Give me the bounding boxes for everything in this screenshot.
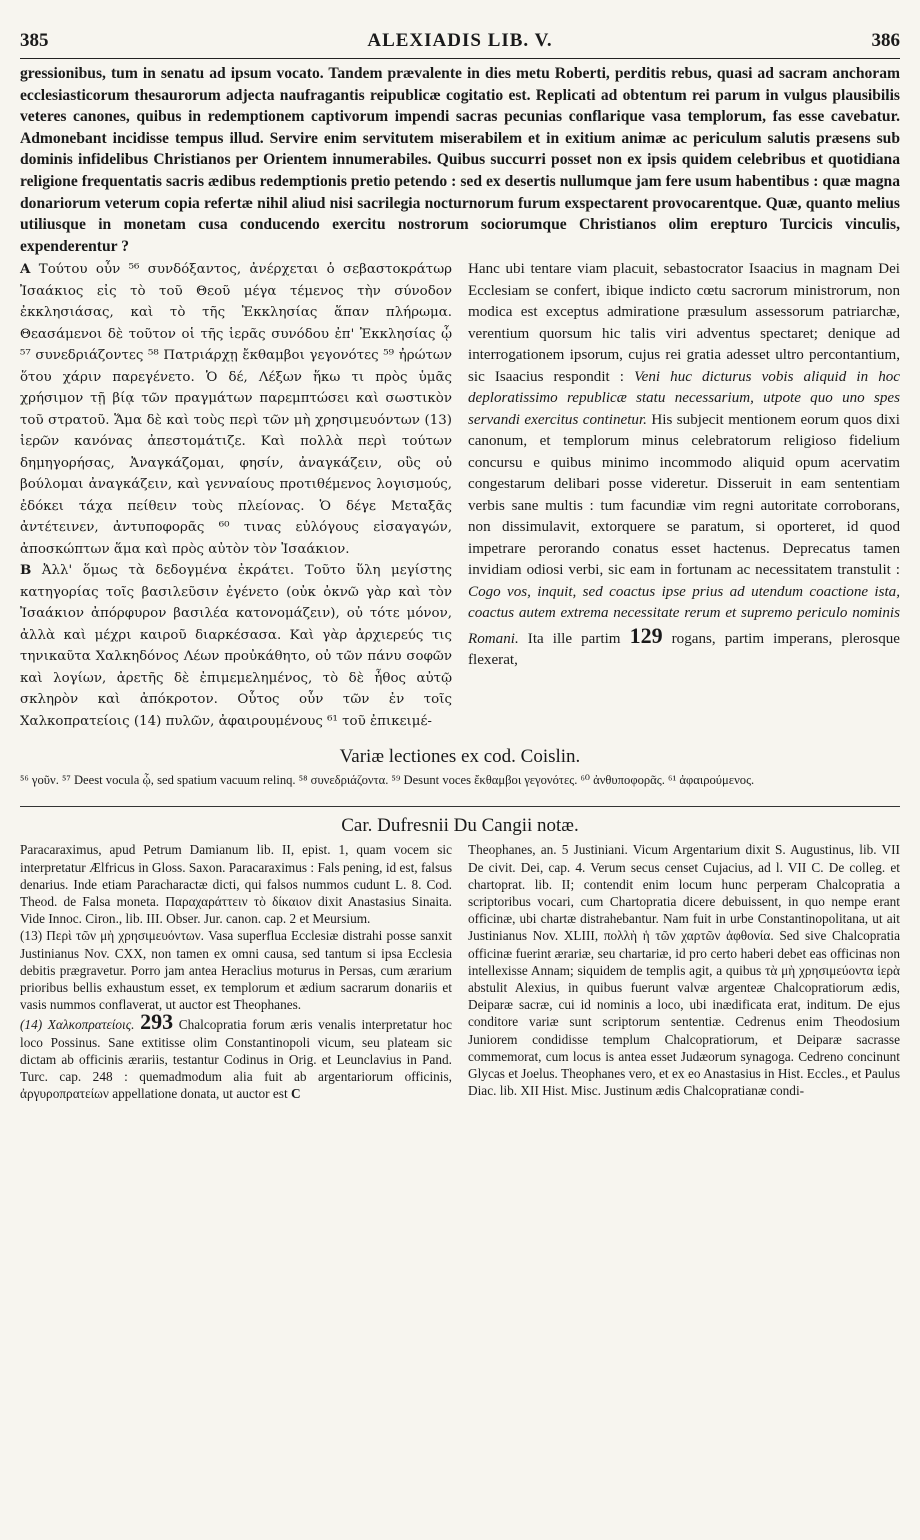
latin-quote-2: Cogo vos, inquit, sed coactus ipse prius ad utendum coactione ista, coactus autem extrema necessitate rerum et supremo periculo nominis Romani. [468, 583, 900, 647]
running-head [20, 30, 900, 59]
latin-text-part-3: Ita ille partim [527, 630, 621, 647]
margin-marker-a: A [20, 261, 31, 278]
note-14-text: Chalcopratia forum æris venalis interpretatur hoc loco Possinus. Sane extitisse olim Constantinopoli vicum, seu plateam sic dictam ab officinis ærariis, testantur Codinus in Orig. et Leunclavius in Pand. Turc. cap. 248 : quemadmodum alia fuit ab argentariorum officinis, ἀργυροπρατείων appellatione donata, ut auctor est [20, 1017, 452, 1102]
greek-text-part-2: Ἀλλ' ὅμως τὰ δεδογμένα ἐκράτει. Τοῦτο ὕλη μεγίστης κατηγορίας τοῖς βασιλεῦσιν ἐγένετο (οὐκ ὀκνῶ γὰρ καὶ τὸν Ἰσαάκιον ἀπόρφυρον βασιλέα κατονομάζειν), οὐ τότε μόνον, ἀλλὰ καὶ μέχρι καιροῦ διαρκέσασα. Καὶ γὰρ ἀρχιερεύς τις τηνικαῦτα Χαλκηδόνος Λέων προὐκάθητο, οὐ τῶν πάνυ σοφῶν καὶ λογίων, ἀρετῆς δὲ ἐπιμεμελημένος, τὸ δὲ ἦθος αὐτῷ σκληρὸν καὶ ἀπόκροτον. Οὗτος οὖν τῶν ἐν τοῖς Χαλκοπρατείοις (14) πυλῶν, ἀφαιρουμένους ⁶¹ τοῦ ἐπικειμέ- [20, 563, 452, 729]
note-14-lemma: (14) Χαλκοπρατείοις. [20, 1017, 135, 1033]
notes [20, 841, 900, 1102]
latin-paragraph-top: gressionibus, tum in senatu ad ipsum vocato. Tandem prævalente in dies metu Roberti, perditis rebus, quasi ad sacram anchoram ecclesiasticorum thesaurorum adjecta naufragantis reipublicæ cogitatio est. Replicati ad obtentum rei parum in vulgus plausibilis veteres canones, quibus in redemptionem captivorum impendi sacras pecunias conflarique vasa templorum, fas esse cavebatur. Admonebant incidisse tempus illud. Servire enim servitutem miserabilem et in exitium animæ ac periculum salutis præsens sub dominis infidelibus Christianos per Orientem innumerabiles. Quibus succurri posset non ex ipsis quidem celebribus et quotidiana religione frequentatis sacris ædibus redemptionis pretio petendo : sed ex desertis nullumque jam fere usum habentibus : quæ magna donariorum veterum copia refertæ nihil aliud nisi sacrilegia nocturnorum furum exspectarent provocarentque. Quæ, quanto melius utiliusque in monetam cusa conducendo exercitu nostrorum sociorumque Christianos olim erepturo Turcicis vinculis, expenderentur ? [20, 65, 900, 255]
latin-text-part-4: rogans, partim imperans, plerosque flexerat, [468, 630, 900, 669]
page [20, 0, 900, 1102]
greek-text-part-1: Τούτου οὖν ⁵⁶ συνδόξαντος, ἀνέρχεται ὁ σεβαστοκράτωρ Ἰσαάκιος εἰς τὸ τοῦ Θεοῦ μέγα τέμενος τὴν σύνοδον ἐκκλησιάσας, καὶ τὸ τῆς Ἐκκλησίας ἅπαν πλήρωμα. Θεασάμενοι δὲ τοῦτον οἱ τῆς ἱερᾶς συνόδου ἐπ' Ἐκκλησίας ᾧ ⁵⁷ συνεδριάζοντες ⁵⁸ Πατριάρχῃ ἔκθαμβοι γεγονότες ⁵⁹ ἠρώτων ὅτου χάριν παρεγένετο. Ὁ δέ, Λέξων ἥκω τι πρὸς ὑμᾶς χρήσιμον τῇ βίᾳ τῶν πραγμάτων παρεμπτώσει καὶ σωστικὸν τοῦ στρατοῦ. Ἅμα δὲ καὶ τοὺς περὶ τῶν μὴ χρησιμευόντων (13) ἱερῶν κανόνας ἀπεστομάτιζε. Καὶ πολλὰ περὶ τούτων δημηγορήσας, Ἀναγκάζομαι, φησίν, ἀναγκάζειν, οὓς οὐ βούλομαι ἀναγκάζειν, καὶ γενναίους προτιθέμενος λογισμούς, ἐδόκει τάχα πείθειν τοὺς πλείονας. Ὁ δέγε Μεταξᾶς ἀντέτεινεν, ἀντυποφορᾶς ⁶⁰ τινας εὐλόγους εἰσαγαγών, ἀποσκώπτων ἅμα καὶ πρὸς αὐτὸν τὸν Ἰσαάκιον. [20, 262, 452, 557]
notes-left-column [20, 841, 452, 1102]
parallel-text [20, 259, 900, 732]
variants-text: ⁵⁶ γοῦν. ⁵⁷ Deest vocula ᾧ, sed spatium vacuum relinq. ⁵⁸ συνεδριάζοντα. ⁵⁹ Desunt voces ἔκθαμβοι γεγονότες. ⁶⁰ ἀνθυποφορᾶς. ⁶¹ ἀφαιρούμενος. [20, 773, 755, 788]
margin-marker-c: C [290, 1086, 301, 1102]
notes-heading: Car. Dufresnii Du Cangii notæ. [20, 806, 900, 837]
greek-column [20, 259, 452, 732]
latin-quote-1: Veni huc dicturus vobis aliquid in hoc deploratissimo republicæ statu necessarium, utpote quo uno spes servandi exercitus continetur. [468, 368, 900, 428]
margin-marker-b: B [20, 562, 32, 579]
latin-text-part-2: His subjecit mentionem eorum quos dixi canonum, et templorum minus celebratorum religioso fidelium concursu e quibus minimo incommodo aliquid opum acervatim congestarum delibari posse videretur. Disseruit in eam sententiam verbis sane multis : tum facundiæ vim regni autoritate corroborans, non dissimulavit, extorquere se paratum, si oporteret, id quod impetrare perorando conatus esset hactenus. Deprecatus tamen invidiam odiosi verbi, sic eam in fortunam ac necessitatem transtulit : [468, 411, 900, 579]
note-paragraph-1: Paracaraximus, apud Petrum Damianum lib. II, epist. 1, quam vocem sic interpretatur Ælfricus in Gloss. Saxon. Paracaraximus : Fals pening, id est, falsus denarius. Inde etiam Paracharactæ dicti, qui falsos nummos cudunt L. 8. Cod. Theod. de Falsa moneta. Παραχαράττειν τὸ δίκαιον dixit Anastasius Sinaita. Vide Innoc. Ciron., lib. III. Obser. Jur. canon. cap. 2 et Meursium. [20, 842, 452, 927]
latin-text-part-1: Hanc ubi tentare viam placuit, sebastocrator Isaacius in magnam Dei Ecclesiam se confert, ibique indicto cœtu sacrorum ministrorum, non modica est exceptus admiratione præsulum assessorum patriarchæ, verentium quorsum hic talis viri adventus spectaret; denique ad interrogationem ipsorum, cujus rei gratia adesset ultro percontantium, sic Isaacius respondit : [468, 261, 900, 385]
note-paragraph-13: (13) Περὶ τῶν μὴ χρησιμευόντων. Vasa superflua Ecclesiæ distrahi posse sanxit Justinianus Nov. CXX, non tamen ex omni causa, sed tantum si ipsa Ecclesia debitis prægravetur. Porro jam antea Heraclius moturus in Persas, cum ærarium prioribus bellis exhaustum esset, ex templorum et ædium sacrarum donariis et vasis nummos conflaverat, ut auctor est Theophanes. [20, 928, 452, 1013]
note-page-mark: 293 [140, 1009, 174, 1035]
latin-column [468, 259, 900, 732]
page-number-right: 386 [871, 30, 900, 51]
page-number-left: 385 [20, 30, 49, 51]
edition-page-mark: 129 [629, 622, 663, 648]
variants-heading: Variæ lectiones ex cod. Coislin. [339, 746, 581, 768]
running-title: ALEXIADIS LIB. V. [367, 30, 553, 51]
notes-right-column [468, 841, 900, 1102]
note-continuation: Theophanes, an. 5 Justiniani. Vicum Argentarium dixit S. Augustinus, lib. VII De civit. Dei, cap. 4. Verum secus censet Cujacius, ad l. VII C. De colleg. et chartoprat. lib. II; contendit enim locum hunc perperam Chalcopratia a scriptoribus vocari, cum Chartopratia dicere debuissent, in quo nempe erant officinæ, ubi chartæ distrahebantur. Nam fuit in urbe Constantinopolitana, ut ait Justinianus Nov. XLIII, πολλὴ ἡ τῶν χαρτῶν ἀφθονία. Sed sive Chalcopratia officinæ fuerint ærariæ, seu chartariæ, id pro certo haberi debet eas officinas non intellexisse Annam; siquidem de templis agit, a quibus τὰ μὴ χρησιμεύοντα ἱερὰ abstulit Alexius, in quibus fuerunt valvæ argenteæ Chalcopratiorum ædis, Deiparæ sacræ, cui id nominis a loco, ubi inædificata erat, inditum. De ejus conditore variæ sunt scriptorum sententiæ. Cedrenus enim Theodosium Juniorem condidisse templum Chalcopratiorum, et Deiparæ sacrasse commemorat, cum locus is antea esset Judæorum synagoga. Cedreno concinunt Glycas et Joelus. Theophanes vero, et ex eo Anastasius in Hist. Eccles., et Paulus Diac. lib. XII Hist. Misc. Justinum ædis Chalcopratianæ condi- [468, 842, 900, 1099]
